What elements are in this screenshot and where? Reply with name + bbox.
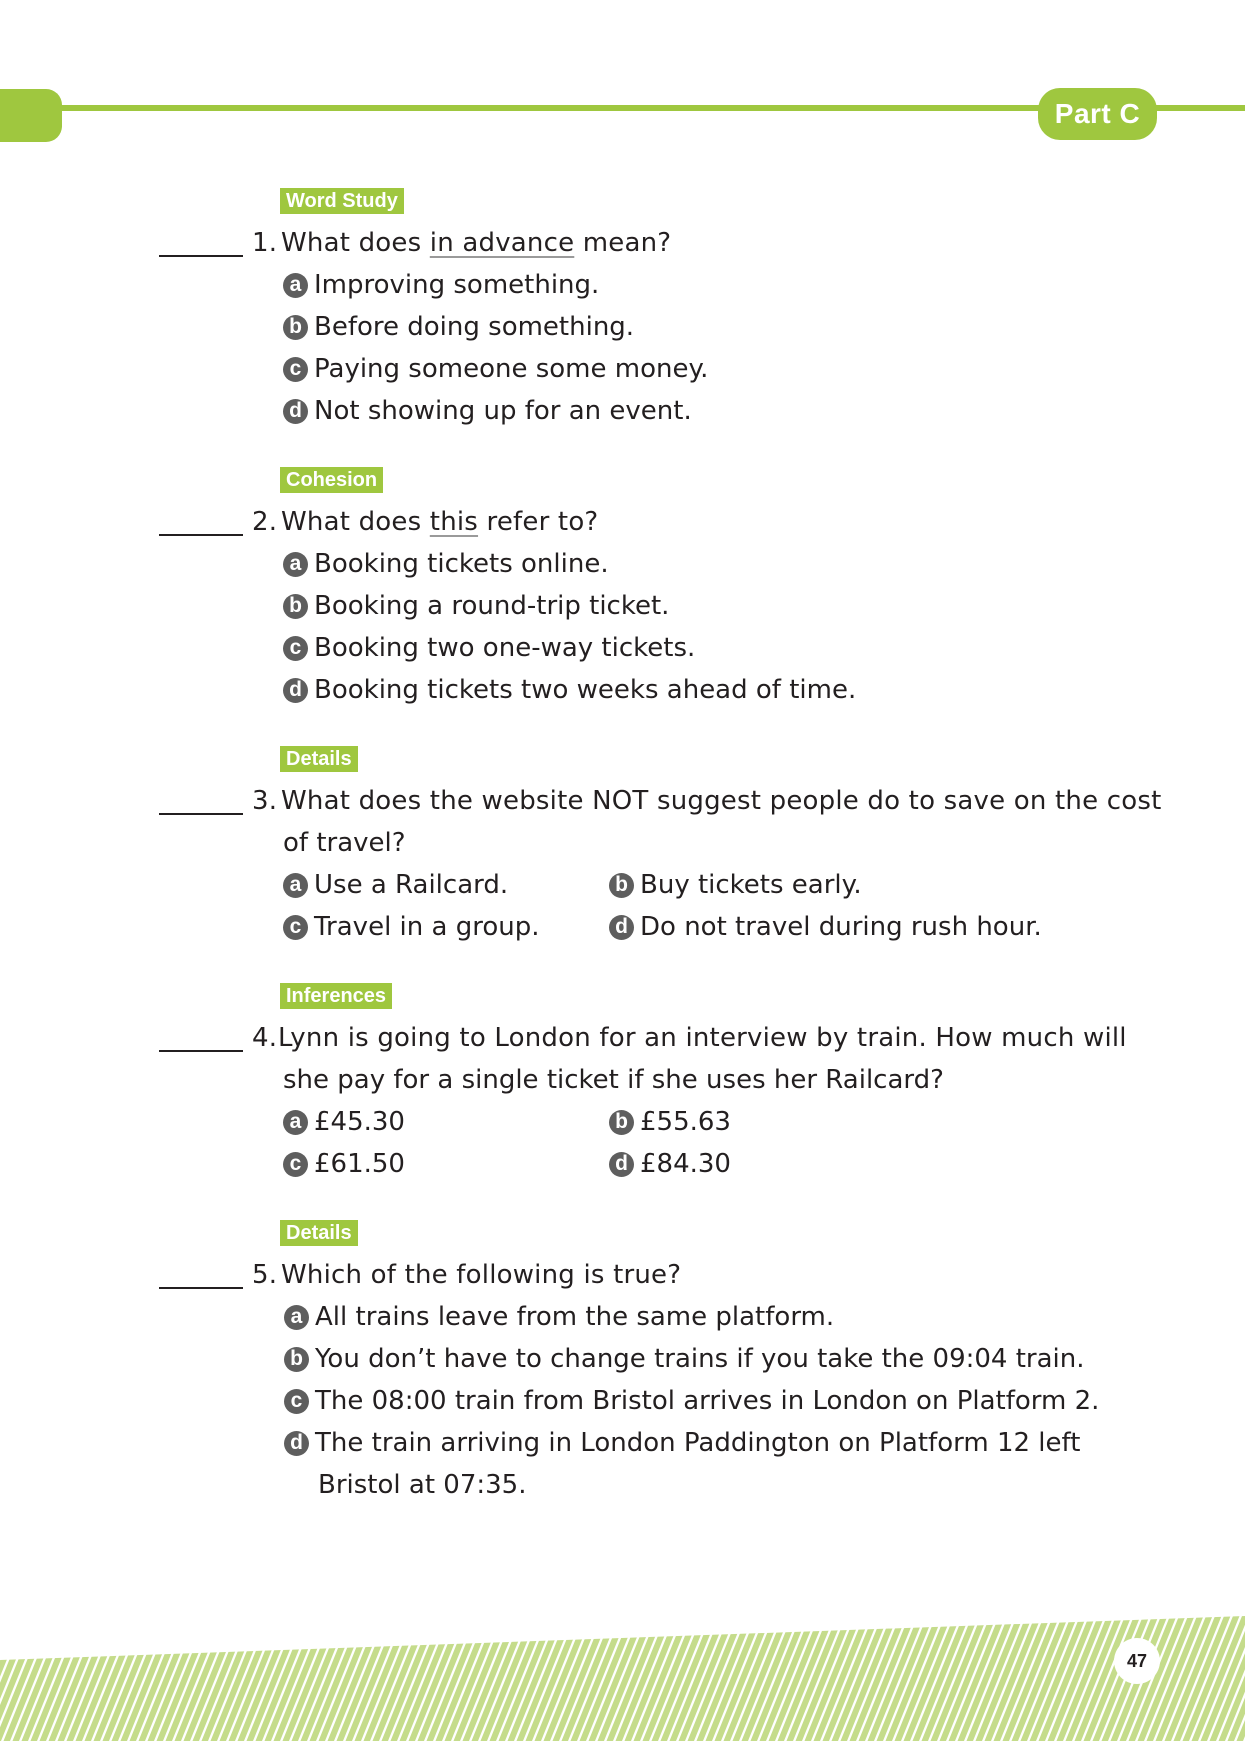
question-number: 5. — [252, 1260, 278, 1290]
answer-blank-4[interactable] — [159, 1050, 243, 1052]
question-text: 1. What does in advance mean? — [252, 222, 671, 264]
underlined-term: this — [429, 507, 479, 537]
answer-blank-2[interactable] — [159, 534, 243, 536]
option-c[interactable]: c Travel in a group. — [283, 906, 540, 948]
option-d-continuation: Bristol at 07:35. — [318, 1470, 527, 1500]
option-a[interactable]: a All trains leave from the same platform. — [284, 1296, 834, 1338]
option-letter-icon: b — [609, 1110, 634, 1135]
question-text: 2. What does this refer to? — [252, 501, 598, 543]
option-letter-icon: d — [283, 678, 308, 703]
question-text: 4.Lynn is going to London for an interview by train. How much will — [252, 1017, 1127, 1059]
question-number: 4. — [252, 1023, 278, 1053]
underlined-term: in advance — [429, 228, 575, 258]
question-text-continuation: she pay for a single ticket if she uses her Railcard? — [283, 1065, 944, 1095]
option-letter-icon: b — [283, 594, 308, 619]
option-letter-icon: d — [609, 915, 634, 940]
question-number: 1. — [252, 228, 278, 258]
answer-blank-1[interactable] — [159, 255, 243, 257]
option-d[interactable]: d £84.30 — [609, 1143, 731, 1185]
option-c[interactable]: c £61.50 — [283, 1143, 405, 1185]
option-letter-icon: d — [609, 1152, 634, 1177]
option-b[interactable]: b Booking a round-trip ticket. — [283, 585, 669, 627]
option-a[interactable]: a Use a Railcard. — [283, 864, 508, 906]
option-letter-icon: a — [283, 873, 308, 898]
option-letter-icon: d — [284, 1431, 309, 1456]
section-tag: Cohesion — [280, 467, 383, 493]
option-letter-icon: c — [284, 1389, 309, 1414]
option-c[interactable]: c Paying someone some money. — [283, 348, 708, 390]
answer-blank-5[interactable] — [159, 1287, 243, 1289]
option-d[interactable]: d Booking tickets two weeks ahead of time. — [283, 669, 856, 711]
option-b[interactable]: b Buy tickets early. — [609, 864, 862, 906]
option-c[interactable]: c Booking two one-way tickets. — [283, 627, 695, 669]
option-a[interactable]: a Improving something. — [283, 264, 599, 306]
option-a[interactable]: a £45.30 — [283, 1101, 405, 1143]
question-number: 3. — [252, 786, 278, 816]
option-letter-icon: d — [283, 399, 308, 424]
part-badge: Part C — [1038, 88, 1157, 140]
option-b[interactable]: b £55.63 — [609, 1101, 731, 1143]
section-tag: Details — [280, 1220, 358, 1246]
option-letter-icon: b — [283, 315, 308, 340]
section-tag: Inferences — [280, 983, 392, 1009]
option-letter-icon: a — [283, 552, 308, 577]
option-letter-icon: a — [283, 273, 308, 298]
section-tag: Word Study — [280, 188, 404, 214]
header-tab-decoration — [0, 89, 62, 142]
option-letter-icon: a — [283, 1110, 308, 1135]
option-d[interactable]: d The train arriving in London Paddington on Platform 12 left — [284, 1422, 1080, 1464]
page-number: 47 — [1114, 1638, 1160, 1684]
option-a[interactable]: a Booking tickets online. — [283, 543, 609, 585]
footer-stripe-band — [0, 1616, 1245, 1741]
option-letter-icon: b — [609, 873, 634, 898]
question-number: 2. — [252, 507, 278, 537]
option-letter-icon: a — [284, 1305, 309, 1330]
question-text: 5. Which of the following is true? — [252, 1254, 681, 1296]
option-c[interactable]: c The 08:00 train from Bristol arrives in London on Platform 2. — [284, 1380, 1099, 1422]
question-text-continuation: of travel? — [283, 828, 406, 858]
question-text: 3. What does the website NOT suggest people do to save on the cost — [252, 780, 1162, 822]
option-b[interactable]: b Before doing something. — [283, 306, 634, 348]
answer-blank-3[interactable] — [159, 813, 243, 815]
option-b[interactable]: b You don’t have to change trains if you take the 09:04 train. — [284, 1338, 1085, 1380]
option-d[interactable]: d Do not travel during rush hour. — [609, 906, 1042, 948]
section-tag: Details — [280, 746, 358, 772]
option-letter-icon: c — [283, 1152, 308, 1177]
option-letter-icon: b — [284, 1347, 309, 1372]
option-letter-icon: c — [283, 357, 308, 382]
option-letter-icon: c — [283, 636, 308, 661]
option-d[interactable]: d Not showing up for an event. — [283, 390, 692, 432]
option-letter-icon: c — [283, 915, 308, 940]
